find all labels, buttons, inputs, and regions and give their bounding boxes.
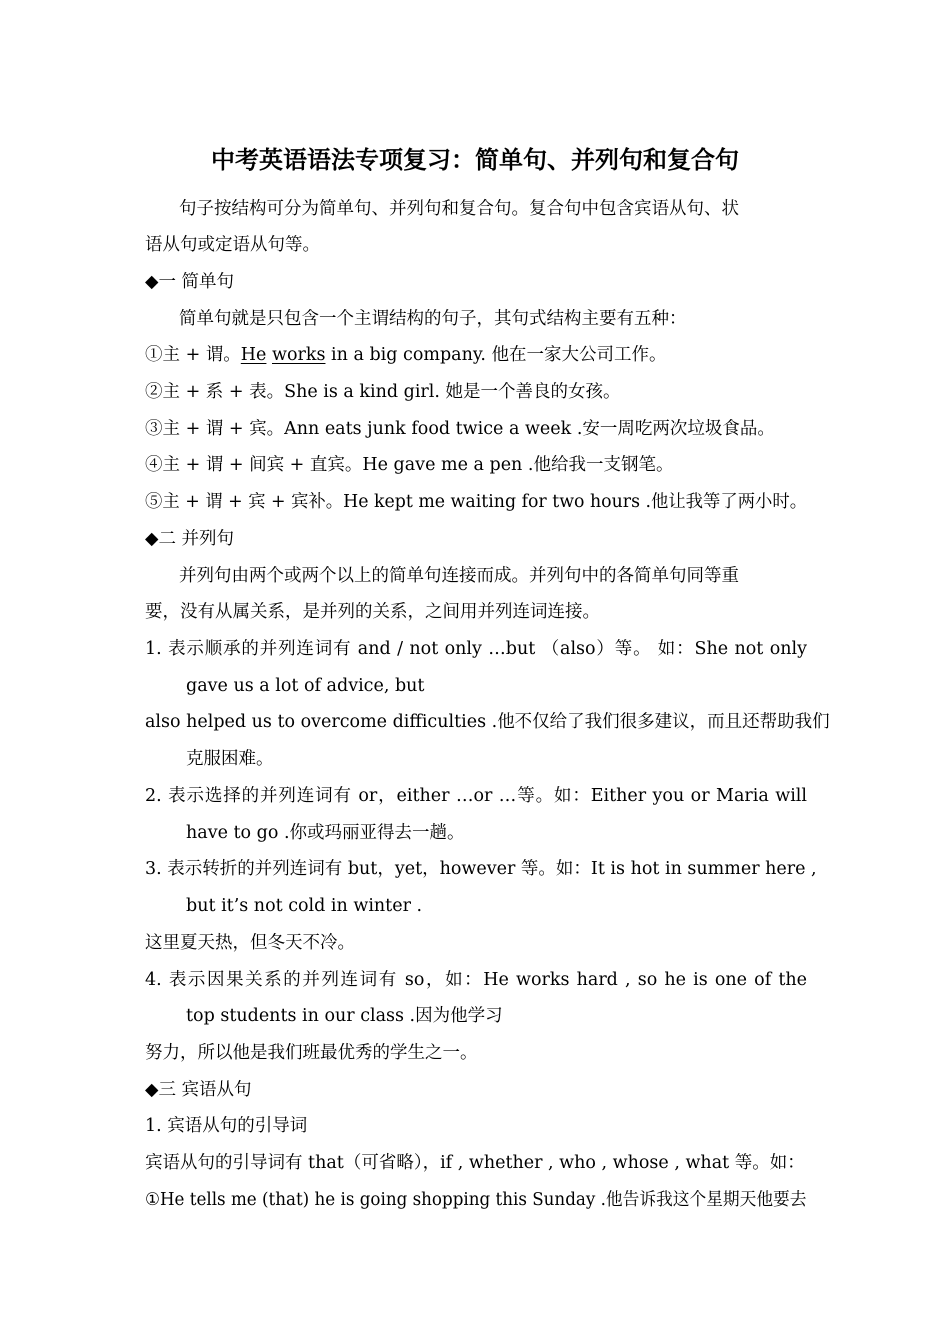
- compound-item-1-line-2: gave us a lot of advice, but: [186, 676, 425, 696]
- compound-item-3-line-2: but it’s not cold in winter .: [186, 896, 423, 916]
- compound-item-3-line-3: 这里夏天热，但冬天不冷。: [145, 933, 355, 953]
- object-clause-line-1: 宾语从句的引导词有 that（可省略），if , whether , who , whose , what 等。如：: [145, 1153, 805, 1173]
- compound-item-2-line-2: have to go .你或玛丽亚得去一趟。: [186, 823, 465, 843]
- compound-item-1-line-4: 克服困难。: [186, 749, 274, 769]
- pattern-5: ⑤主 + 谓 + 宾 + 宾补。He kept me waiting for two hours .他让我等了两小时。: [145, 492, 808, 512]
- intro-line-2: 语从句或定语从句等。: [145, 235, 320, 255]
- pattern-1-verb: works: [272, 345, 326, 365]
- compound-item-4-line-3: 努力，所以他是我们班最优秀的学生之一。: [145, 1043, 478, 1063]
- simple-sentence-intro: 简单句就是只包含一个主谓结构的句子，其句式结构主要有五种：: [179, 309, 687, 329]
- pattern-1-prefix: ①主 + 谓。: [145, 345, 241, 365]
- pattern-3: ③主 + 谓 + 宾。Ann eats junk food twice a week .安一周吃两次垃圾食品。: [145, 419, 775, 439]
- object-clause-line-2: ①He tells me (that) he is going shopping this Sunday .他告诉我这个星期天他要去: [145, 1190, 807, 1210]
- page-title: 中考英语语法专项复习：简单句、并列句和复合句: [211, 145, 739, 174]
- compound-intro-line-1: 并列句由两个或两个以上的简单句连接而成。并列句中的各简单句同等重: [179, 566, 739, 586]
- intro-line-1: 句子按结构可分为简单句、并列句和复合句。复合句中包含宾语从句、状: [179, 199, 739, 219]
- compound-item-4-line-1: 4. 表示因果关系的并列连词有 so，如：He works hard , so he is one of the: [145, 970, 807, 990]
- compound-intro-line-2: 要，没有从属关系，是并列的关系，之间用并列连词连接。: [145, 602, 600, 622]
- compound-item-3-line-1: 3. 表示转折的并列连词有 but，yet，however 等。如：It is hot in summer here ,: [145, 859, 817, 879]
- pattern-1: [145, 342, 667, 368]
- pattern-1-subject: He: [240, 345, 267, 365]
- compound-item-4-line-2: top students in our class .因为他学习: [186, 1006, 503, 1026]
- compound-item-1-line-3: also helped us to overcome difficulties .他不仅给了我们很多建议，而且还帮助我们: [145, 712, 830, 732]
- pattern-1-rest: in a big company. 他在一家大公司工作。: [325, 345, 667, 365]
- compound-item-2-line-1: 2. 表示选择的并列连词有 or，either …or …等。如：Either you or Maria will: [145, 786, 807, 806]
- section-heading-simple-sentence: ◆一 简单句: [145, 272, 235, 292]
- compound-item-1-line-1: 1. 表示顺承的并列连词有 and / not only …but （also）等。 如：She not only: [145, 639, 807, 659]
- object-clause-subheading: 1. 宾语从句的引导词: [145, 1116, 308, 1136]
- section-heading-object-clause: ◆三 宾语从句: [145, 1080, 252, 1100]
- pattern-2: ②主 + 系 + 表。She is a kind girl. 她是一个善良的女孩。: [145, 382, 621, 402]
- section-heading-compound-sentence: ◆二 并列句: [145, 529, 235, 549]
- pattern-4: ④主 + 谓 + 间宾 + 直宾。He gave me a pen .他给我一支钢笔。: [145, 455, 674, 475]
